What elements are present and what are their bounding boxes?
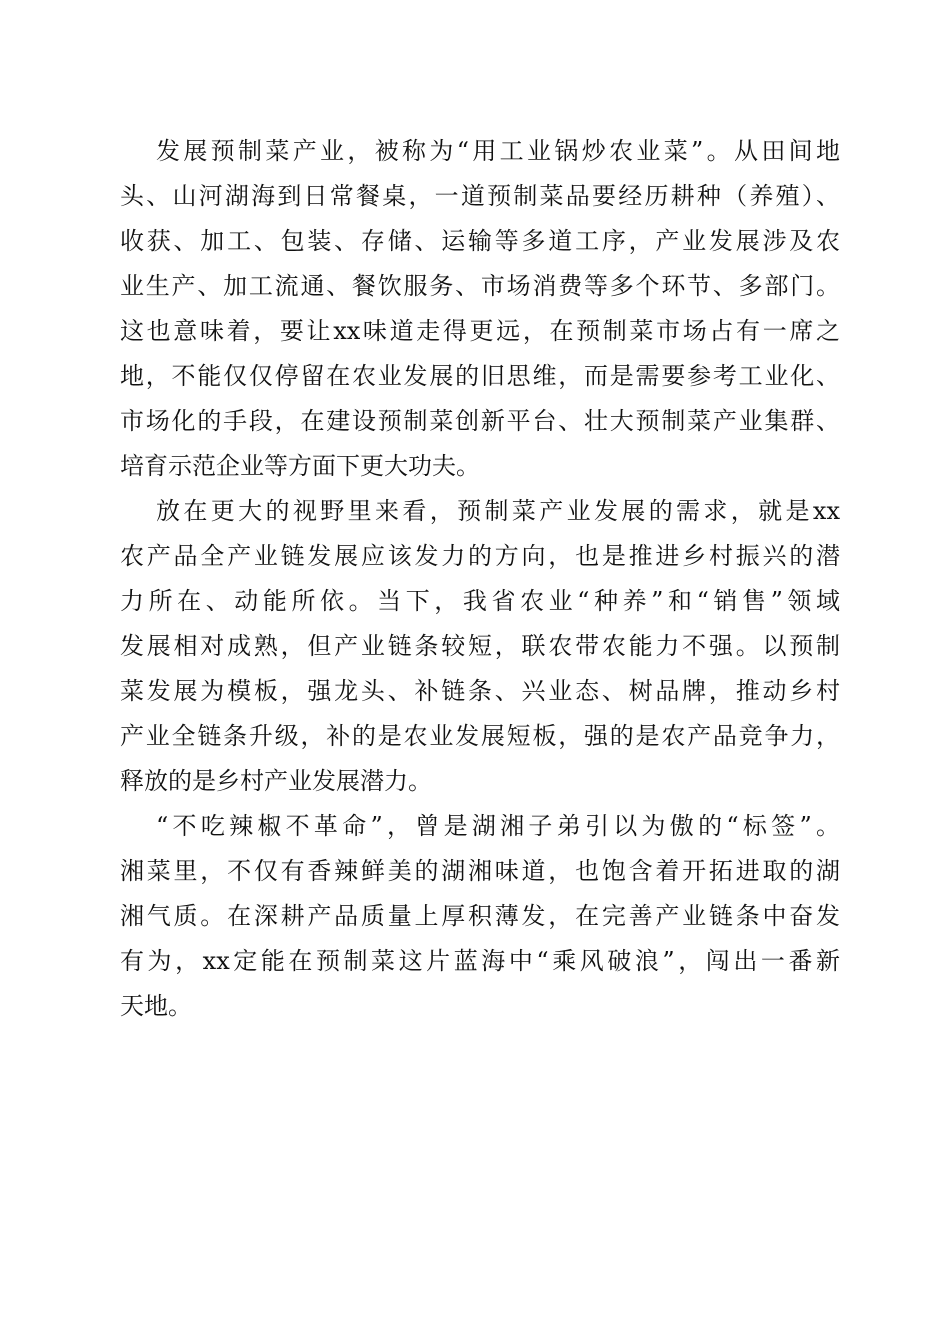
paragraph-1 bbox=[120, 129, 840, 489]
text-line: 菜发展为模板，强龙头、补链条、兴业态、树品牌，推动乡村 bbox=[120, 677, 840, 705]
text-line: 地，不能仅仅停留在农业发展的旧思维，而是需要参考工业化、 bbox=[120, 362, 840, 390]
text-line: 力所在、动能所依。当下，我省农业“种养”和“销售”领域 bbox=[120, 587, 840, 615]
text-line: 收获、加工、包装、存储、运输等多道工序，产业发展涉及农 bbox=[120, 227, 840, 255]
text-line: 放在更大的视野里来看，预制菜产业发展的需求，就是xx bbox=[156, 497, 840, 525]
text-line: 农产品全产业链发展应该发力的方向，也是推进乡村振兴的潜 bbox=[120, 542, 840, 570]
text-line: 有为，xx定能在预制菜这片蓝海中“乘风破浪”，闯出一番新 bbox=[120, 947, 840, 975]
paragraph-2 bbox=[120, 489, 840, 804]
text-line: 湘气质。在深耕产品质量上厚积薄发，在完善产业链条中奋发 bbox=[120, 902, 840, 930]
text-line: 释放的是乡村产业发展潜力。 bbox=[120, 767, 432, 795]
text-line: 湘菜里，不仅有香辣鲜美的湖湘味道，也饱含着开拓进取的湖 bbox=[120, 857, 840, 885]
text-line: 天地。 bbox=[120, 992, 192, 1020]
text-line: 市场化的手段，在建设预制菜创新平台、壮大预制菜产业集群、 bbox=[120, 407, 840, 435]
text-line: “不吃辣椒不革命”，曾是湖湘子弟引以为傲的“标签”。 bbox=[156, 812, 840, 840]
paragraph-3 bbox=[120, 804, 840, 1029]
text-line: 头、山河湖海到日常餐桌，一道预制菜品要经历耕种（养殖）、 bbox=[120, 182, 840, 210]
text-line: 发展相对成熟，但产业链条较短，联农带农能力不强。以预制 bbox=[120, 632, 840, 660]
text-line: 这也意味着，要让xx味道走得更远，在预制菜市场占有一席之 bbox=[120, 317, 840, 345]
text-line: 培育示范企业等方面下更大功夫。 bbox=[120, 452, 480, 480]
document-body bbox=[120, 129, 840, 1029]
text-line: 发展预制菜产业，被称为“用工业锅炒农业菜”。从田间地 bbox=[156, 137, 840, 165]
text-line: 产业全链条升级，补的是农业发展短板，强的是农产品竞争力， bbox=[120, 722, 840, 750]
text-line: 业生产、加工流通、餐饮服务、市场消费等多个环节、多部门。 bbox=[120, 272, 840, 300]
